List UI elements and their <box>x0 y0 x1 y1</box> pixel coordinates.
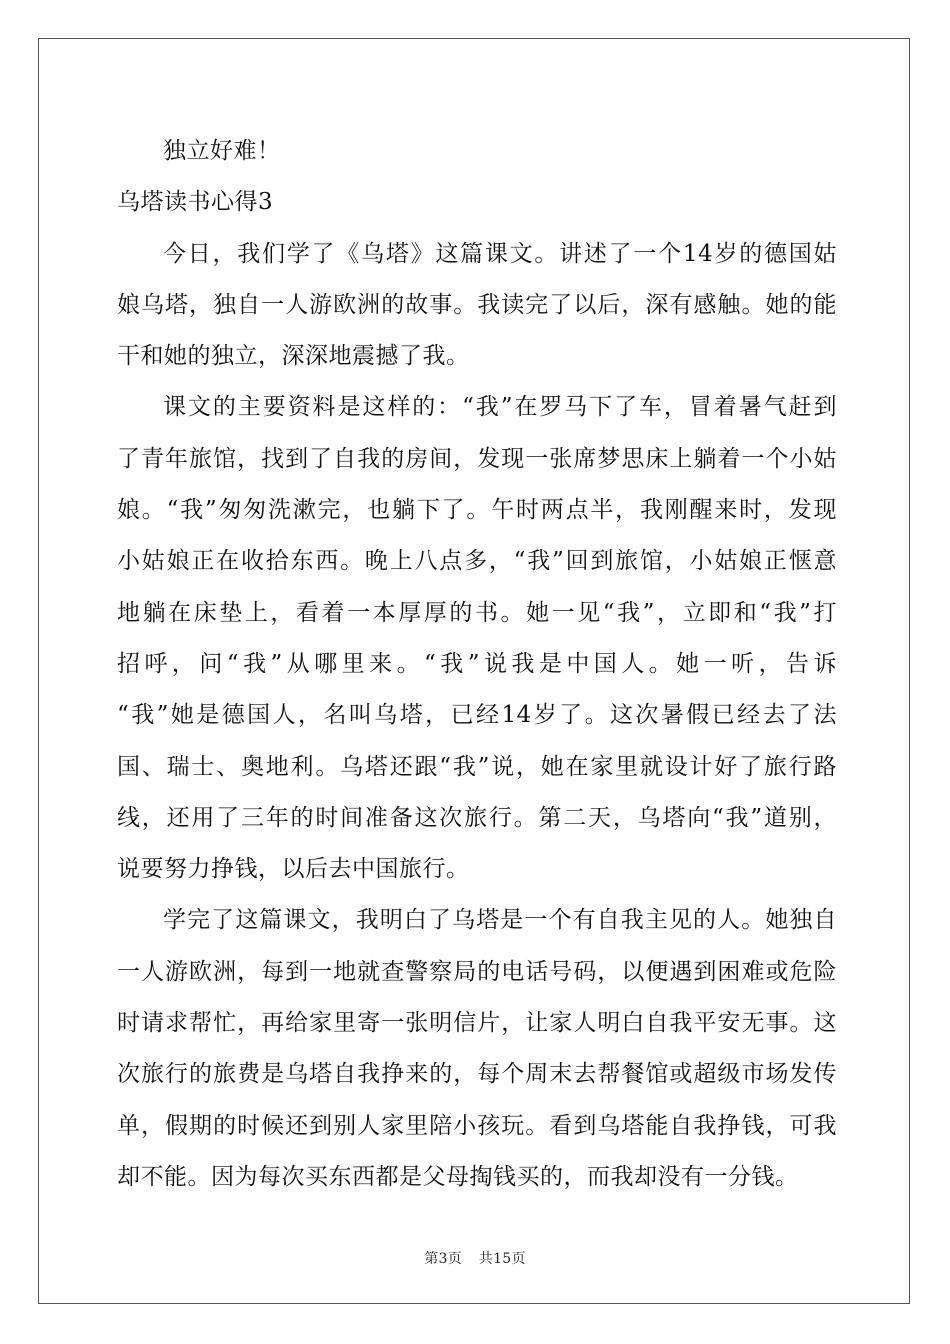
page-footer <box>0 1248 950 1268</box>
text-line: 地躺在床垫上，看着一本厚厚的书。她一见“我”，立即和“我”打 <box>117 599 837 626</box>
text-line: “我”她是德国人，名叫乌塔，已经14岁了。这次暑假已经去了法 <box>117 702 837 729</box>
text-line: 却不能。因为每次买东西都是父母掏钱买的，而我却没有一分钱。 <box>117 1163 799 1190</box>
text-line: 干和她的独立，深深地震撼了我。 <box>117 343 470 370</box>
section-title: 乌塔读书心得3 <box>117 189 274 216</box>
text-line: 了青年旅馆，找到了自我的房间，发现一张席梦思床上躺着一个小姑 <box>117 445 837 472</box>
text-line: 小姑娘正在收拾东西。晚上八点多，“我”回到旅馆，小姑娘正惬意 <box>117 548 837 575</box>
text-line: 单，假期的时候还到别人家里陪小孩玩。看到乌塔能自我挣钱，可我 <box>117 1112 837 1139</box>
text-line: 招呼，问“我”从哪里来。“我”说我是中国人。她一听，告诉 <box>117 650 837 677</box>
document-body <box>117 126 837 1203</box>
text-line: 一人游欧洲，每到一地就查警察局的电话号码，以便遇到困难或危险 <box>117 958 837 985</box>
total-pages: 共15页 <box>478 1251 526 1267</box>
text-line: 次旅行的旅费是乌塔自我挣来的，每个周末去帮餐馆或超级市场发传 <box>117 1061 837 1088</box>
text-line: 娘。“我”匆匆洗漱完，也躺下了。午时两点半，我刚醒来时，发现 <box>117 497 837 524</box>
text-line: 国、瑞士、奥地利。乌塔还跟“我”说，她在家里就设计好了旅行路 <box>117 753 837 780</box>
text-line: 时请求帮忙，再给家里寄一张明信片，让家人明白自我平安无事。这 <box>117 1010 837 1037</box>
text-line: 线，还用了三年的时间准备这次旅行。第二天，乌塔向“我”道别， <box>117 804 837 831</box>
page-number: 第3页 <box>424 1251 463 1267</box>
text-line: 今日，我们学了《乌塔》这篇课文。讲述了一个14岁的德国姑 <box>163 240 837 267</box>
text-line: 娘乌塔，独自一人游欧洲的故事。我读完了以后，深有感触。她的能 <box>117 291 837 318</box>
text-line: 独立好难！ <box>163 138 281 164</box>
text-line: 说要努力挣钱，以后去中国旅行。 <box>117 856 470 883</box>
text-line: 学完了这篇课文，我明白了乌塔是一个有自我主见的人。她独自 <box>163 907 837 934</box>
text-line: 课文的主要资料是这样的：“我”在罗马下了车，冒着暑气赶到 <box>163 394 837 421</box>
